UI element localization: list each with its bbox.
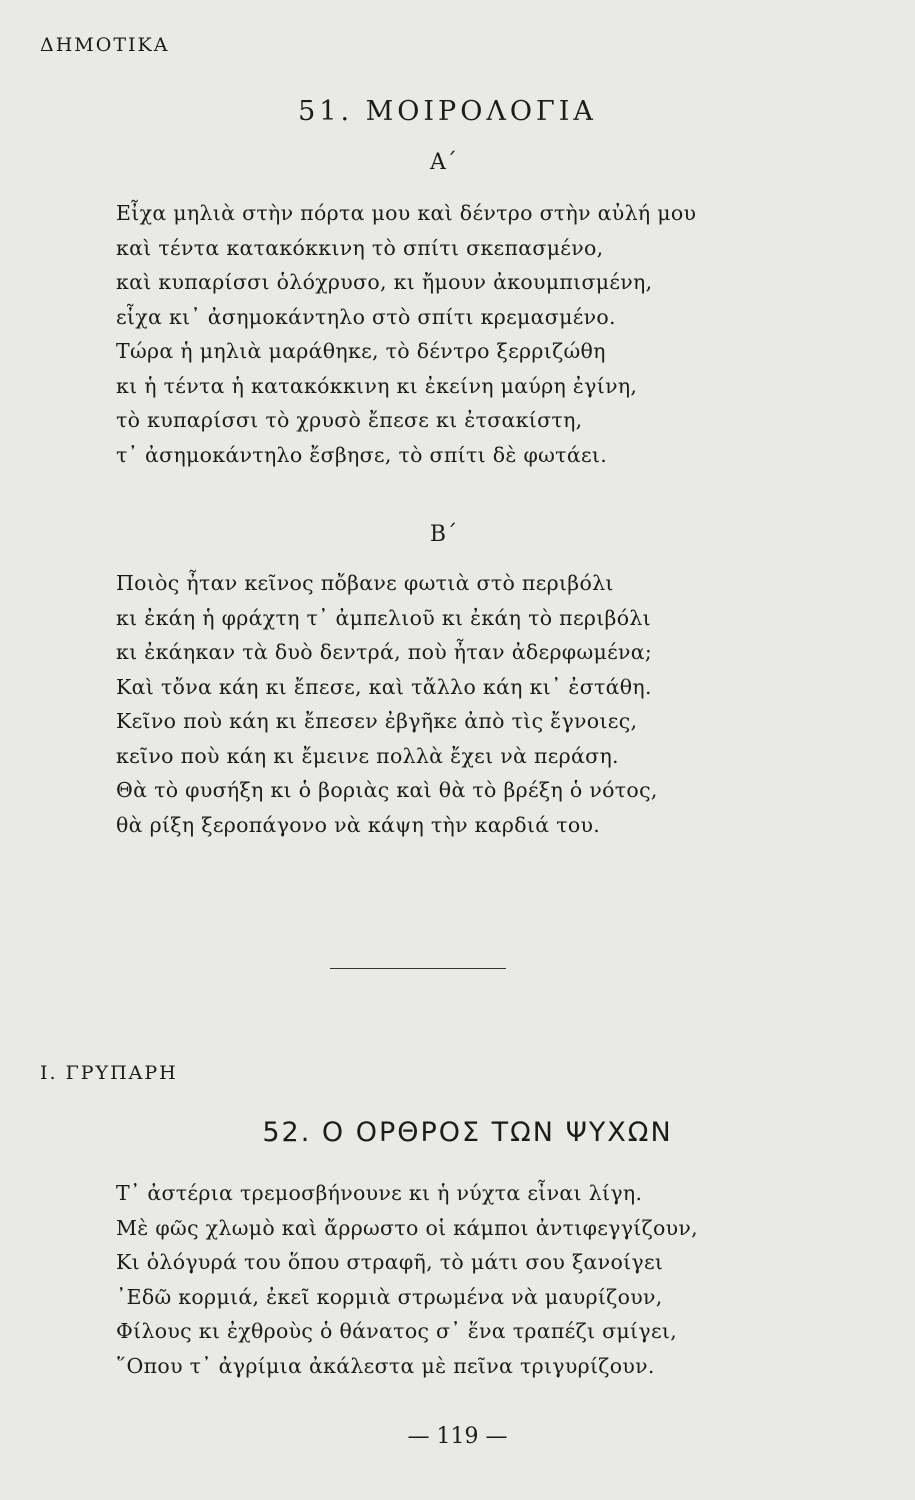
separator-rule: [330, 968, 506, 969]
section-label: Β΄: [429, 522, 458, 547]
verse-line: Μὲ φῶς χλωμὸ καὶ ἄρρωστο οἱ κάμποι ἀντιφεγγίζουν,: [116, 1215, 698, 1240]
section-label: Α΄: [430, 150, 457, 175]
verse-line: Κεῖνο ποὺ κάη κι ἔπεσεν ἐβγῆκε ἀπὸ τὶς ἔγνοιες,: [116, 709, 638, 733]
verse-line: Ποιὸς ἦταν κεῖνος πὄβανε φωτιὰ στὸ περιβόλι: [116, 571, 614, 595]
poem-title: 51. ΜΟΙΡΟΛΟΓΙΑ: [298, 96, 597, 127]
verse-line: Καὶ τὄνα κάη κι ἔπεσε, καὶ τἄλλο κάη κι᾿ ἐστάθη.: [116, 674, 652, 699]
verse-line: ᾿Εδῶ κορμιά, ἐκεῖ κορμιὰ στρωμένα νὰ μαυρίζουν,: [116, 1284, 663, 1309]
verse-line: ῞Οπου τ᾿ ἀγρίμια ἀκάλεστα μὲ πεῖνα τριγυρίζουν.: [116, 1353, 655, 1378]
verse-line: εἶχα κι᾿ ἀσημοκάντηλο στὸ σπίτι κρεμασμένο.: [116, 304, 616, 329]
poem-title: 52. Ο ΟΡΘΡΟΣ ΤΩΝ ΨΥΧΩΝ: [262, 1117, 673, 1148]
verse-line: Εἶχα μηλιὰ στὴν πόρτα μου καὶ δέντρο στὴν αὐλή μου: [116, 201, 697, 225]
verse-line: θὰ ρίξη ξεροπάγονο νὰ κάψη τὴν καρδιά του.: [116, 812, 601, 837]
verse-line: κι ἐκάηκαν τὰ δυὸ δεντρά, ποὺ ἦταν ἀδερφωμένα;: [116, 640, 653, 664]
verse-line: Τώρα ἡ μηλιὰ μαράθηκε, τὸ δέντρο ξερριζώθη: [116, 339, 606, 363]
verse-line: Τ᾿ ἀστέρια τρεμοσβήνουνε κι ἡ νύχτα εἶναι λίγη.: [116, 1181, 643, 1205]
verse-line: κεῖνο ποὺ κάη κι ἔμεινε πολλὰ ἔχει νὰ περάση.: [116, 743, 619, 768]
verse-line: Φίλους κι ἐχθροὺς ὁ θάνατος σ᾿ ἕνα τραπέζι σμίγει,: [116, 1319, 678, 1343]
page-number: — 119 —: [407, 1424, 508, 1449]
verse-line: Κι ὁλόγυρά του ὅπου στραφῆ, τὸ μάτι σου ξανοίγει: [116, 1250, 664, 1274]
stanza: [116, 1176, 698, 1383]
author-name: Ι. ΓΡΥΠΑΡΗ: [40, 1062, 178, 1084]
verse-line: Θὰ τὸ φυσήξη κι ὁ βοριὰς καὶ θὰ τὸ βρέξη ὁ νότος,: [116, 778, 658, 802]
verse-line: καὶ τέντα κατακόκκινη τὸ σπίτι σκεπασμένο,: [116, 235, 604, 260]
running-head: ΔΗΜΟΤΙΚΑ: [40, 34, 170, 56]
verse-line: τὸ κυπαρίσσι τὸ χρυσὸ ἔπεσε κι ἐτσακίστη,: [116, 408, 583, 432]
verse-line: κι ἡ τέντα ἡ κατακόκκινη κι ἐκείνη μαύρη ἐγίνη,: [116, 373, 638, 398]
verse-line: κι ἐκάη ἡ φράχτη τ᾿ ἀμπελιοῦ κι ἐκάη τὸ περιβόλι: [116, 605, 651, 630]
verse-line: τ᾿ ἀσημοκάντηλο ἔσβησε, τὸ σπίτι δὲ φωτάει.: [116, 442, 608, 467]
stanza: [116, 566, 658, 842]
verse-line: καὶ κυπαρίσσι ὁλόχρυσο, κι ἤμουν ἀκουμπισμένη,: [116, 270, 653, 294]
stanza: [116, 196, 696, 472]
